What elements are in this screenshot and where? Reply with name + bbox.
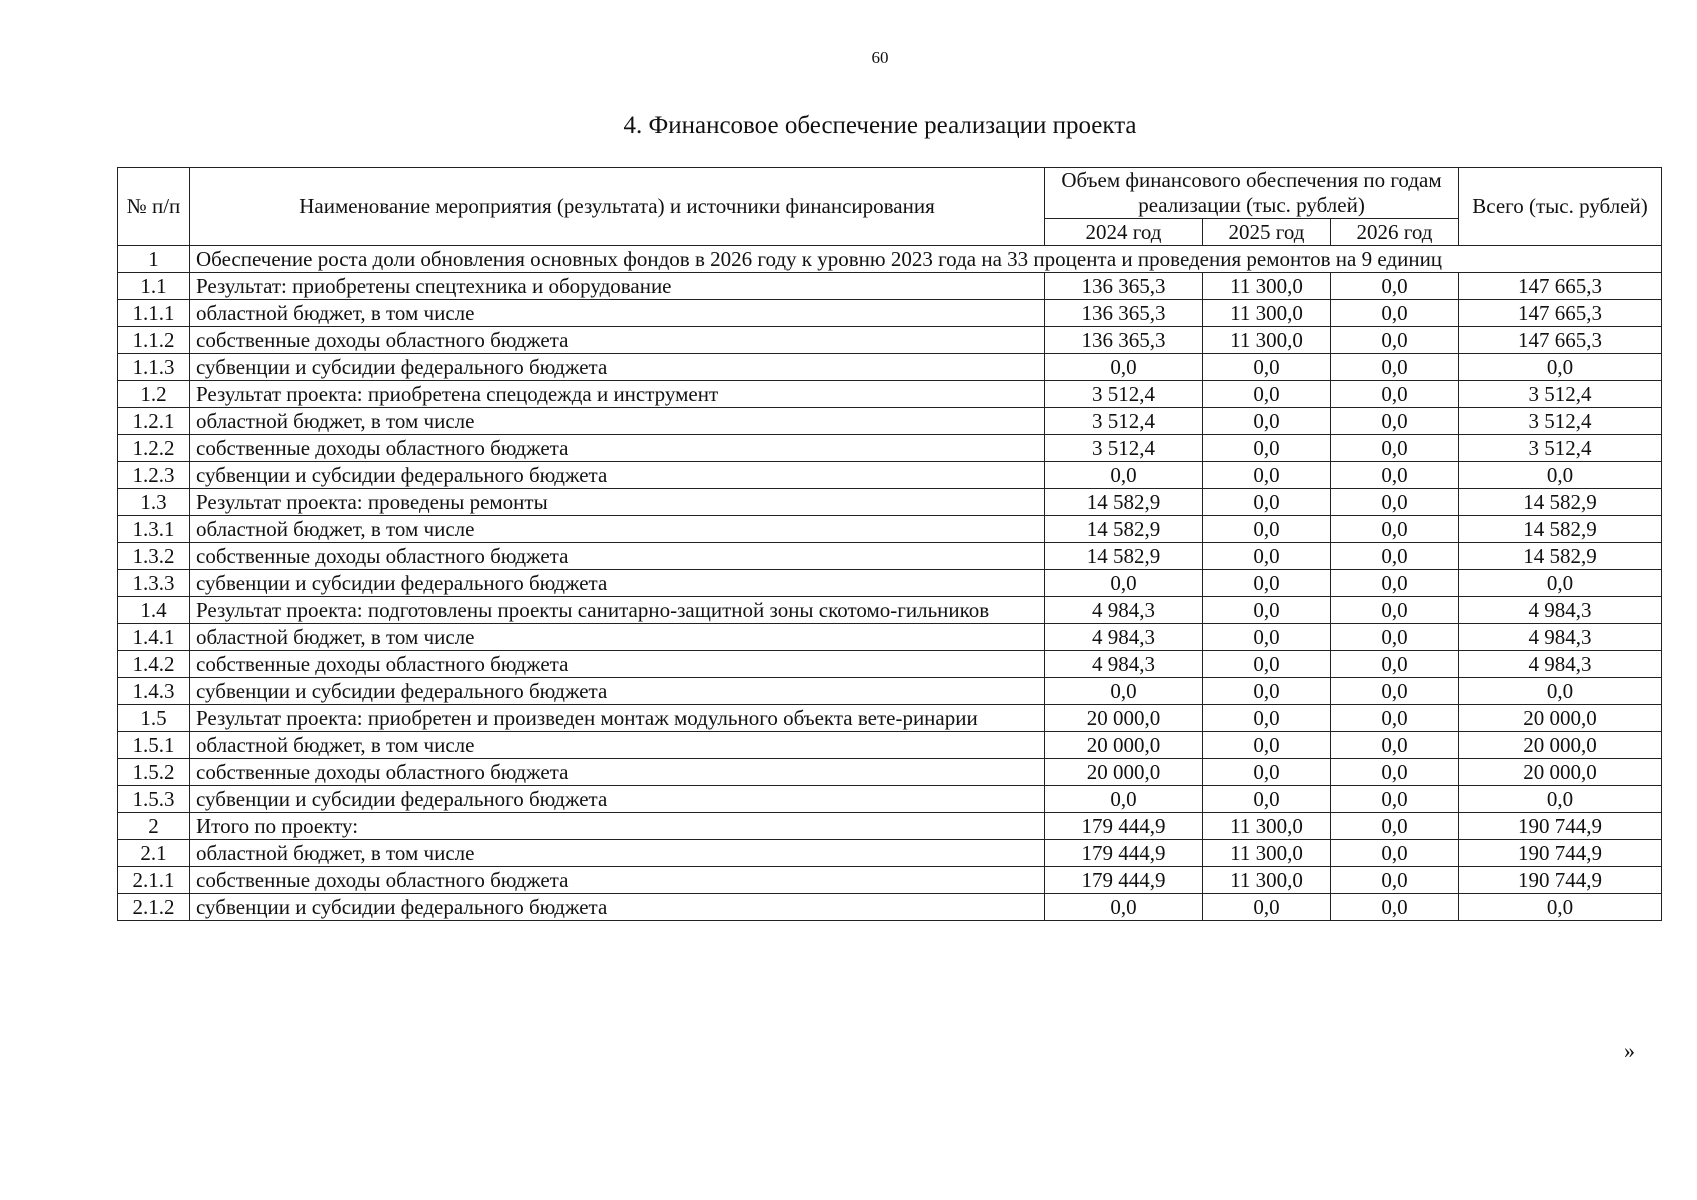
table-row xyxy=(118,678,1662,705)
row-number: 1.1.3 xyxy=(118,354,190,381)
table-row xyxy=(118,408,1662,435)
cell-2026: 0,0 xyxy=(1331,597,1459,624)
table-row xyxy=(118,435,1662,462)
table-row xyxy=(118,462,1662,489)
cell-total: 0,0 xyxy=(1459,678,1662,705)
row-number: 1.4.1 xyxy=(118,624,190,651)
cell-total: 20 000,0 xyxy=(1459,732,1662,759)
cell-2026: 0,0 xyxy=(1331,408,1459,435)
cell-2024: 0,0 xyxy=(1045,462,1203,489)
cell-2025: 0,0 xyxy=(1203,597,1331,624)
header-num: № п/п xyxy=(118,168,190,246)
row-name: областной бюджет, в том числе xyxy=(190,624,1045,651)
row-name: субвенции и субсидии федерального бюджета xyxy=(190,678,1045,705)
cell-2025: 0,0 xyxy=(1203,489,1331,516)
table-row xyxy=(118,597,1662,624)
row-number: 1.4.3 xyxy=(118,678,190,705)
row-name: собственные доходы областного бюджета xyxy=(190,543,1045,570)
table-row xyxy=(118,786,1662,813)
cell-2025: 11 300,0 xyxy=(1203,840,1331,867)
cell-total: 147 665,3 xyxy=(1459,300,1662,327)
table-row xyxy=(118,840,1662,867)
row-name: областной бюджет, в том числе xyxy=(190,408,1045,435)
row-name: Результат проекта: приобретена спецодежда и инструмент xyxy=(190,381,1045,408)
row-name: Результат: приобретены спецтехника и оборудование xyxy=(190,273,1045,300)
cell-2024: 0,0 xyxy=(1045,894,1203,921)
cell-total: 190 744,9 xyxy=(1459,867,1662,894)
cell-total: 147 665,3 xyxy=(1459,273,1662,300)
cell-2024: 20 000,0 xyxy=(1045,759,1203,786)
cell-2025: 0,0 xyxy=(1203,786,1331,813)
header-total: Всего (тыс. рублей) xyxy=(1459,168,1662,246)
cell-2025: 11 300,0 xyxy=(1203,813,1331,840)
row-name: собственные доходы областного бюджета xyxy=(190,327,1045,354)
row-name: Обеспечение роста доли обновления основных фондов в 2026 году к уровню 2023 года на 33 процента и проведения ремонтов на 9 единиц xyxy=(190,246,1662,273)
row-name: областной бюджет, в том числе xyxy=(190,732,1045,759)
cell-2024: 4 984,3 xyxy=(1045,597,1203,624)
row-number: 1.5.2 xyxy=(118,759,190,786)
cell-total: 14 582,9 xyxy=(1459,543,1662,570)
table-row xyxy=(118,543,1662,570)
table-row xyxy=(118,246,1662,273)
row-number: 2 xyxy=(118,813,190,840)
row-number: 2.1 xyxy=(118,840,190,867)
cell-total: 3 512,4 xyxy=(1459,435,1662,462)
cell-2024: 0,0 xyxy=(1045,570,1203,597)
row-number: 1.3 xyxy=(118,489,190,516)
row-name: Результат проекта: приобретен и произведен монтаж модульного объекта вете-ринарии xyxy=(190,705,1045,732)
cell-total: 0,0 xyxy=(1459,354,1662,381)
table-row xyxy=(118,381,1662,408)
cell-2025: 0,0 xyxy=(1203,381,1331,408)
row-number: 1.5.1 xyxy=(118,732,190,759)
cell-2024: 179 444,9 xyxy=(1045,840,1203,867)
cell-2026: 0,0 xyxy=(1331,705,1459,732)
section-title: 4. Финансовое обеспечение реализации проекта xyxy=(623,112,1137,139)
cell-2025: 0,0 xyxy=(1203,651,1331,678)
cell-2024: 136 365,3 xyxy=(1045,327,1203,354)
cell-2025: 0,0 xyxy=(1203,759,1331,786)
row-name: собственные доходы областного бюджета xyxy=(190,867,1045,894)
cell-total: 4 984,3 xyxy=(1459,597,1662,624)
row-name: Результат проекта: подготовлены проекты санитарно-защитной зоны скотомо-гильников xyxy=(190,597,1045,624)
header-name: Наименование мероприятия (результата) и источники финансирования xyxy=(190,168,1045,246)
row-number: 1 xyxy=(118,246,190,273)
table-row xyxy=(118,327,1662,354)
row-name: собственные доходы областного бюджета xyxy=(190,651,1045,678)
header-year-2026: 2026 год xyxy=(1331,219,1459,246)
cell-total: 147 665,3 xyxy=(1459,327,1662,354)
cell-2026: 0,0 xyxy=(1331,840,1459,867)
row-name: субвенции и субсидии федерального бюджета xyxy=(190,354,1045,381)
cell-2024: 136 365,3 xyxy=(1045,300,1203,327)
cell-2026: 0,0 xyxy=(1331,678,1459,705)
cell-total: 4 984,3 xyxy=(1459,651,1662,678)
cell-2025: 0,0 xyxy=(1203,894,1331,921)
cell-2026: 0,0 xyxy=(1331,516,1459,543)
cell-2026: 0,0 xyxy=(1331,894,1459,921)
cell-2025: 0,0 xyxy=(1203,516,1331,543)
row-number: 1.3.3 xyxy=(118,570,190,597)
cell-2025: 11 300,0 xyxy=(1203,273,1331,300)
cell-2025: 0,0 xyxy=(1203,732,1331,759)
row-number: 1.1.2 xyxy=(118,327,190,354)
cell-total: 0,0 xyxy=(1459,462,1662,489)
table-row xyxy=(118,732,1662,759)
row-number: 2.1.2 xyxy=(118,894,190,921)
row-number: 1.3.1 xyxy=(118,516,190,543)
table-row xyxy=(118,516,1662,543)
cell-2026: 0,0 xyxy=(1331,462,1459,489)
cell-total: 0,0 xyxy=(1459,570,1662,597)
cell-2026: 0,0 xyxy=(1331,570,1459,597)
row-number: 1.1.1 xyxy=(118,300,190,327)
cell-total: 3 512,4 xyxy=(1459,408,1662,435)
table-row xyxy=(118,273,1662,300)
cell-total: 0,0 xyxy=(1459,894,1662,921)
header-year-2025: 2025 год xyxy=(1203,219,1331,246)
row-number: 1.4.2 xyxy=(118,651,190,678)
cell-2025: 11 300,0 xyxy=(1203,867,1331,894)
cell-2024: 3 512,4 xyxy=(1045,435,1203,462)
financing-table xyxy=(117,167,1662,921)
table-row xyxy=(118,624,1662,651)
cell-2024: 14 582,9 xyxy=(1045,516,1203,543)
cell-total: 190 744,9 xyxy=(1459,813,1662,840)
row-number: 1.2.3 xyxy=(118,462,190,489)
cell-2024: 179 444,9 xyxy=(1045,867,1203,894)
cell-2024: 4 984,3 xyxy=(1045,651,1203,678)
header-year-2024: 2024 год xyxy=(1045,219,1203,246)
table-row xyxy=(118,867,1662,894)
cell-2026: 0,0 xyxy=(1331,354,1459,381)
cell-2026: 0,0 xyxy=(1331,435,1459,462)
row-number: 2.1.1 xyxy=(118,867,190,894)
row-name: субвенции и субсидии федерального бюджета xyxy=(190,786,1045,813)
row-name: собственные доходы областного бюджета xyxy=(190,435,1045,462)
row-number: 1.3.2 xyxy=(118,543,190,570)
header-volume: Объем финансового обеспечения по годам реализации (тыс. рублей) xyxy=(1045,168,1459,219)
row-name: субвенции и субсидии федерального бюджета xyxy=(190,570,1045,597)
cell-2024: 3 512,4 xyxy=(1045,408,1203,435)
cell-2024: 0,0 xyxy=(1045,354,1203,381)
cell-total: 4 984,3 xyxy=(1459,624,1662,651)
cell-2026: 0,0 xyxy=(1331,543,1459,570)
cell-2026: 0,0 xyxy=(1331,624,1459,651)
table-header xyxy=(118,168,1662,246)
cell-2024: 20 000,0 xyxy=(1045,705,1203,732)
cell-2026: 0,0 xyxy=(1331,867,1459,894)
cell-total: 20 000,0 xyxy=(1459,705,1662,732)
row-name: областной бюджет, в том числе xyxy=(190,516,1045,543)
cell-2025: 0,0 xyxy=(1203,570,1331,597)
cell-total: 190 744,9 xyxy=(1459,840,1662,867)
cell-2024: 136 365,3 xyxy=(1045,273,1203,300)
cell-2025: 11 300,0 xyxy=(1203,327,1331,354)
cell-2024: 3 512,4 xyxy=(1045,381,1203,408)
row-name: Результат проекта: проведены ремонты xyxy=(190,489,1045,516)
cell-2026: 0,0 xyxy=(1331,273,1459,300)
table-row xyxy=(118,705,1662,732)
cell-2024: 4 984,3 xyxy=(1045,624,1203,651)
table-row xyxy=(118,759,1662,786)
table-row xyxy=(118,651,1662,678)
cell-2024: 14 582,9 xyxy=(1045,543,1203,570)
table-row xyxy=(118,489,1662,516)
cell-2024: 0,0 xyxy=(1045,678,1203,705)
cell-2024: 0,0 xyxy=(1045,786,1203,813)
cell-total: 14 582,9 xyxy=(1459,489,1662,516)
row-name: субвенции и субсидии федерального бюджета xyxy=(190,462,1045,489)
cell-total: 20 000,0 xyxy=(1459,759,1662,786)
cell-total: 3 512,4 xyxy=(1459,381,1662,408)
cell-2025: 0,0 xyxy=(1203,435,1331,462)
cell-2025: 0,0 xyxy=(1203,624,1331,651)
cell-2026: 0,0 xyxy=(1331,813,1459,840)
cell-2025: 11 300,0 xyxy=(1203,300,1331,327)
page-number: 60 xyxy=(871,48,889,67)
table-row xyxy=(118,813,1662,840)
table-row xyxy=(118,300,1662,327)
cell-2026: 0,0 xyxy=(1331,381,1459,408)
row-number: 1.2.2 xyxy=(118,435,190,462)
table-body xyxy=(118,246,1662,921)
cell-total: 14 582,9 xyxy=(1459,516,1662,543)
row-name: областной бюджет, в том числе xyxy=(190,840,1045,867)
row-number: 1.4 xyxy=(118,597,190,624)
table-row xyxy=(118,570,1662,597)
row-number: 1.1 xyxy=(118,273,190,300)
cell-2026: 0,0 xyxy=(1331,327,1459,354)
cell-2026: 0,0 xyxy=(1331,489,1459,516)
cell-2025: 0,0 xyxy=(1203,462,1331,489)
row-name: субвенции и субсидии федерального бюджета xyxy=(190,894,1045,921)
cell-2024: 14 582,9 xyxy=(1045,489,1203,516)
cell-2025: 0,0 xyxy=(1203,543,1331,570)
cell-2026: 0,0 xyxy=(1331,300,1459,327)
table-row xyxy=(118,354,1662,381)
cell-2025: 0,0 xyxy=(1203,408,1331,435)
row-name: Итого по проекту: xyxy=(190,813,1045,840)
cell-2026: 0,0 xyxy=(1331,786,1459,813)
row-number: 1.5.3 xyxy=(118,786,190,813)
row-number: 1.5 xyxy=(118,705,190,732)
cell-2025: 0,0 xyxy=(1203,678,1331,705)
cell-2026: 0,0 xyxy=(1331,732,1459,759)
closing-quote: » xyxy=(1624,1038,1635,1063)
row-name: областной бюджет, в том числе xyxy=(190,300,1045,327)
cell-2026: 0,0 xyxy=(1331,651,1459,678)
cell-2025: 0,0 xyxy=(1203,705,1331,732)
cell-2026: 0,0 xyxy=(1331,759,1459,786)
cell-2024: 179 444,9 xyxy=(1045,813,1203,840)
cell-2025: 0,0 xyxy=(1203,354,1331,381)
cell-total: 0,0 xyxy=(1459,786,1662,813)
table-row xyxy=(118,894,1662,921)
row-name: собственные доходы областного бюджета xyxy=(190,759,1045,786)
cell-2024: 20 000,0 xyxy=(1045,732,1203,759)
row-number: 1.2.1 xyxy=(118,408,190,435)
row-number: 1.2 xyxy=(118,381,190,408)
